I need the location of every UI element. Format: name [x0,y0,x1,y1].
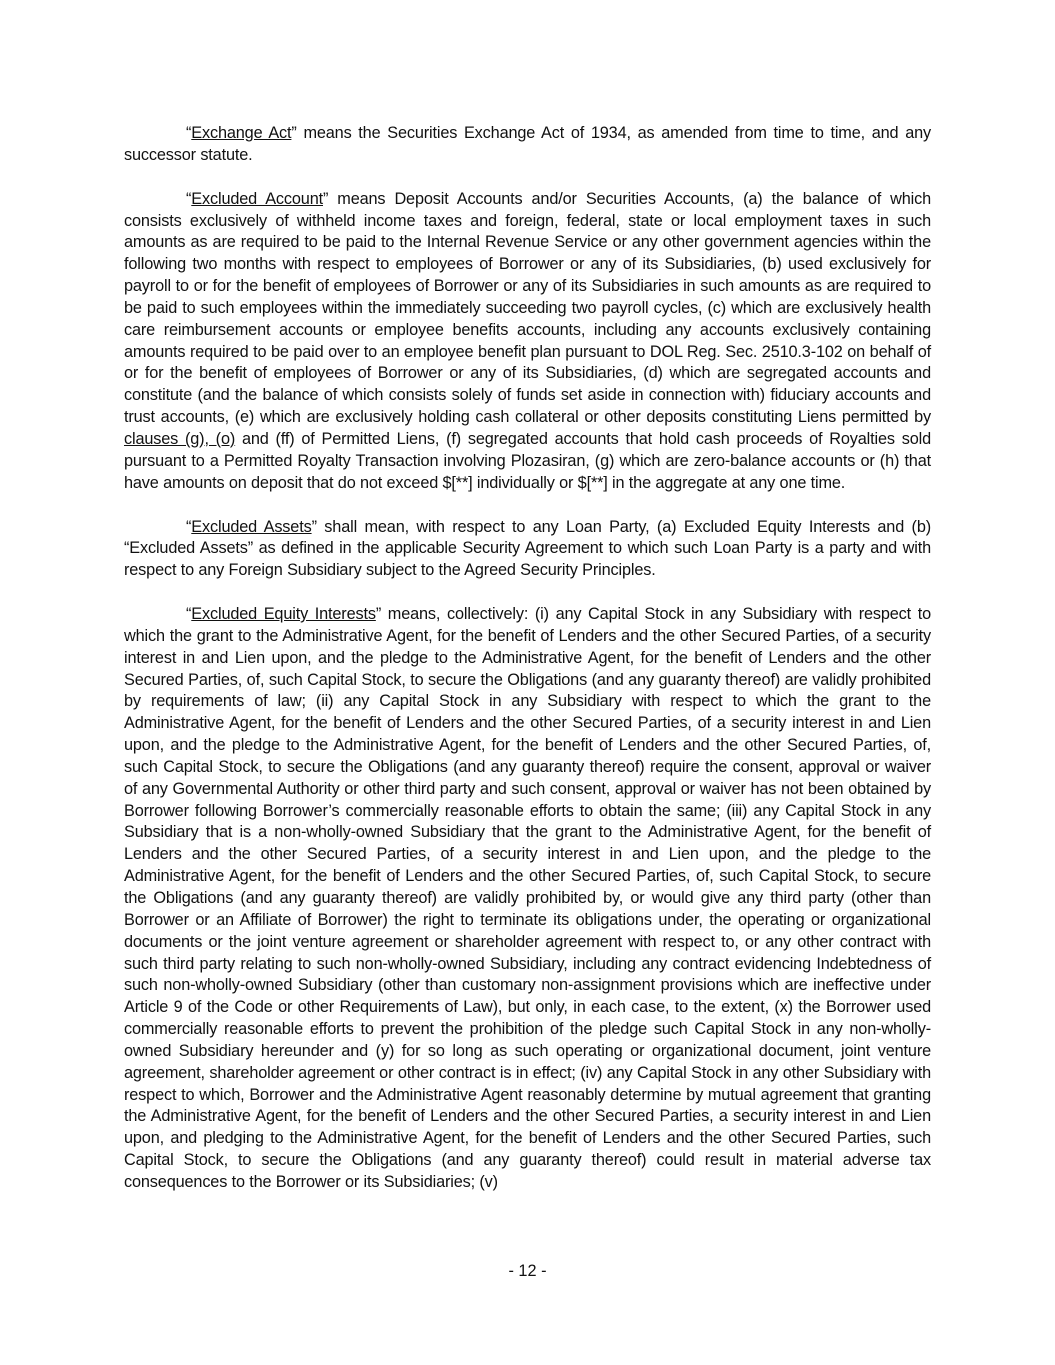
definition-body-continued: and (ff) of Permitted Liens, (f) segregated accounts that hold cash proceeds of Royalties sold pursuant to a Permitted Royalty Transaction involving Plozasiran, (g) which are zero-balance accounts or (h) that have amounts on deposit that do not exceed $[**] individually or $[**] in the aggregate at any one time. [124,429,932,492]
definition-excluded-equity-interests [124,604,931,1194]
close-quote: ” [375,605,382,624]
open-quote: “ [186,189,192,208]
definition-exchange-act [124,123,931,167]
defined-term: Excluded Equity Interests [191,605,376,624]
definition-body: shall mean, with respect to any Loan Party, (a) Excluded Equity Interests and (b) “Excluded Assets” as defined in the applicable Security Agreement to which such Loan Party is a party and with respect to any Foreign Subsidiary subject to the Agreed Security Principles. [124,517,931,580]
clauses-reference: clauses (g), (o) [124,429,236,448]
close-quote: ” [322,189,329,208]
definition-excluded-account [124,189,931,495]
page-number: - 12 - [508,1262,547,1280]
close-quote: ” [291,124,297,142]
definition-body: means the Securities Exchange Act of 1934, as amended from time to time, and any successor statute. [124,124,932,164]
close-quote: ” [311,517,317,536]
document-page [124,123,931,1216]
definition-body: means Deposit Accounts and/or Securities Accounts, (a) the balance of which consists exclusively of withheld income taxes and foreign, federal, state or local employment taxes in such amounts as are required to be paid to the Internal Revenue Service or any other government agencies within the following two months with respect to employees of Borrower or any of its Subsidiaries, (b) used exclusively for payroll to or for the benefit of employees of Borrower or any of its Subsidiaries in such amounts as are required to be paid to such employees within the immediately succeeding two payroll cycles, (c) which are exclusively health care reimbursement accounts or employee benefits accounts, including any accounts exclusively containing amounts required to be paid over to an employee benefit plan pursuant to DOL Reg. Sec. 2510.3-102 on behalf of or for the benefit of employees of Borrower or any of its Subsidiaries, (d) which are segregated accounts and constitute (and the balance of which consists solely of funds set aside in connection with) fiduciary accounts and trust accounts, (e) which are exclusively holding cash collateral or other deposits constituting Liens permitted by [124,189,932,427]
open-quote: “ [186,124,192,142]
definition-body: means, collectively: (i) any Capital Stock in any Subsidiary with respect to which the grant to the Administrative Agent, for the benefit of Lenders and the other Secured Parties, of a security interest in and Lien upon, and the pledge to the Administrative Agent, for the benefit of Lenders and the other Secured Parties, of, such Capital Stock, to secure the Obligations (and any guaranty thereof) are validly prohibited by requirements of law; (ii) any Capital Stock in any Subsidiary with respect to which the grant to the Administrative Agent, for the benefit of Lenders and the other Secured Parties, of a security interest in and Lien upon, and the pledge to the Administrative Agent, for the benefit of Lenders and the other Secured Parties, of, such Capital Stock, to secure the Obligations (and any guaranty thereof) require the consent, approval or waiver of any Governmental Authority or other third party and such consent, approval or waiver has not been obtained by Borrower following Borrower’s commercially reasonable efforts to obtain the same; (iii) any Capital Stock in any Subsidiary that is a non-wholly-owned Subsidiary that the grant to the Administrative Agent, for the benefit of Lenders and the other Secured Parties, of a security interest in and Lien upon, and the pledge to the Administrative Agent, for the benefit of Lenders and the other Secured Parties, of, such Capital Stock, to secure the Obligations (and any guaranty thereof) are validly prohibited by, or would give any third party (other than Borrower or an Affiliate of Borrower) the right to terminate its obligations under, the operating or organizational documents or the joint venture agreement or shareholder agreement with respect to, or any other contract with such third party relating to such non-wholly-owned Subsidiary, including any contract evidencing Indebtedness of such non-wholly-owned Subsidiary (other than customary non-assignment provisions which are ineffective under Article 9 of the Code or other Requirements of Law), but only, in each case, to the extent, (x) the Borrower used commercially reasonable efforts to prevent the prohibition of the pledge such Capital Stock in any non-wholly-owned Subsidiary hereunder and (y) for so long as such operating or organizational document, joint venture agreement, shareholder agreement or other contract is in effect; (iv) any Capital Stock in any other Subsidiary with respect to which, Borrower and the Administrative Agent reasonably determine by mutual agreement that granting the Administrative Agent, for the benefit of Lenders and the other Secured Parties, a security interest in and Lien upon, and pledging to the Administrative Agent, for the benefit of Lenders and the other Secured Parties, such Capital Stock, to secure the Obligations (and any guaranty thereof) could result in material adverse tax consequences to the Borrower or its Subsidiaries; (v) [124,605,931,1191]
defined-term: Excluded Assets [191,517,312,536]
defined-term: Excluded Account [191,189,323,208]
definition-excluded-assets [124,517,931,583]
open-quote: “ [186,517,192,536]
open-quote: “ [186,605,192,624]
defined-term: Exchange Act [191,124,292,142]
